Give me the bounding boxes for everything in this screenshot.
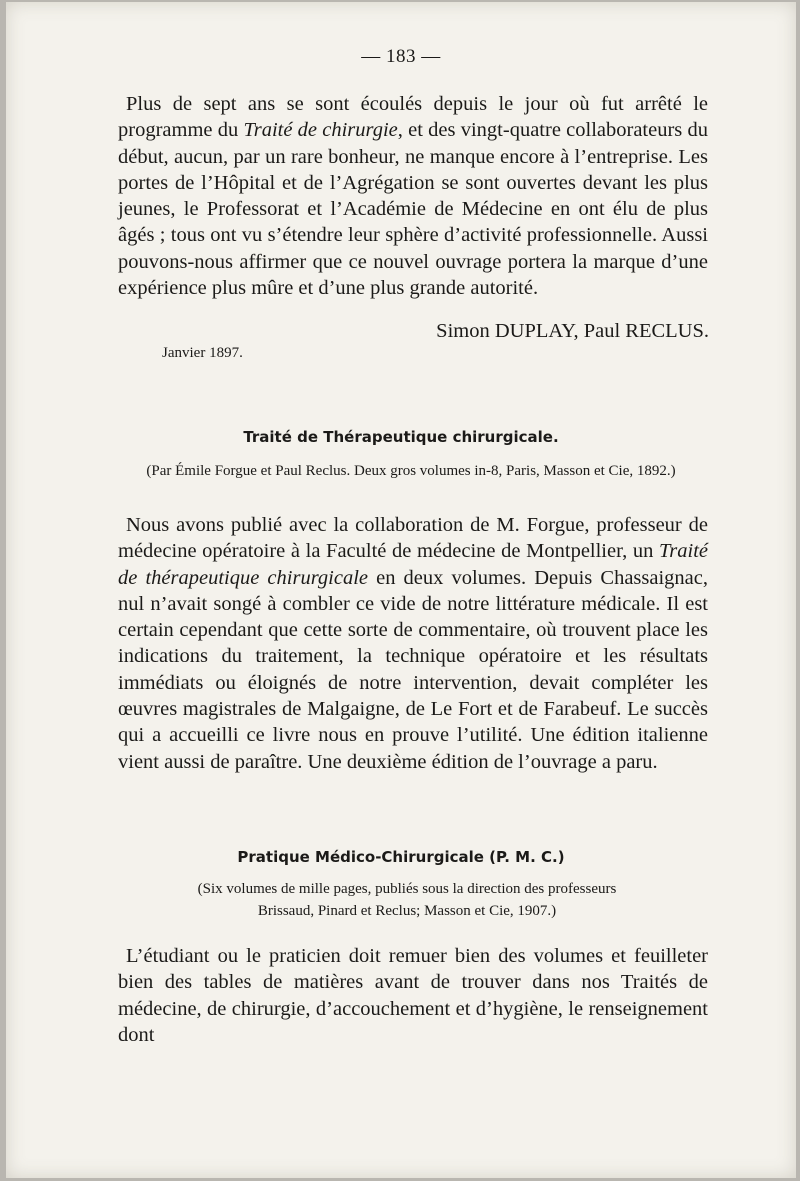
intro-text-before: Plus de sept ans se sont écoulés depuis le jour où fut arrêté le programme du: [118, 93, 708, 142]
section2-note-line1: (Six volumes de mille pages, publiés sous la direction des professeurs: [197, 881, 617, 897]
page-number: — 183 —: [361, 46, 441, 67]
section1-text-after: en deux volumes. Depuis Chassaignac, nul n’avait songé à combler ce vide de notre littérature médicale. Il est certain cependant que cette sorte de commentaire, où trouvent place les indications du traitement, la technique opératoire et les résultats immédiats ou éloignés de notre intervention, devait compléter les œuvres magistrales de Malgaigne, de Le Fort et de Farabeuf. Le succès qui a accueilli ce livre nous en prouve l’utilité. Une édition italienne vient aussi de paraître. Une deuxième édition de l’ouvrage a paru.: [118, 566, 708, 773]
section1-note: (Par Émile Forgue et Paul Reclus. Deux gros volumes in-8, Paris, Masson et Cie, 1892.): [146, 463, 676, 479]
section1-text-before: Nous avons publié avec la collaboration de M. Forgue, professeur de médecine opératoire à la Faculté de médecine de Montpellier, un: [118, 514, 708, 563]
intro-text-after: , et des vingt-quatre collaborateurs du début, aucun, par un rare bonheur, ne manque encore à l’entreprise. Les portes de l’Hôpital et de l’Agrégation se sont ouvertes devant les plus jeunes, le Professorat et l’Académie de Médecine en ont élu de plus âgés ; tous ont vu s’étendre leur sphère d’activité professionnelle. Aussi pouvons-nous affirmer que ce nouvel ouvrage portera la marque d’une expérience plus mûre et d’une plus grande autorité.: [118, 119, 708, 300]
signature: Simon DUPLAY, Paul RECLUS.: [436, 320, 709, 342]
intro-paragraph: [118, 91, 708, 301]
book-page: [6, 2, 796, 1178]
section2-note: [12, 878, 800, 922]
section1-title-italic: Traité de thérapeutique chirurgicale: [118, 540, 708, 589]
section1-paragraph: [118, 512, 708, 775]
section2-text: L’étudiant ou le praticien doit remuer bien des volumes et feuilleter bien des tables de matières avant de trouver dans nos Traités de médecine, de chirurgie, d’accouchement et d’hygiène, le renseignement dont: [118, 945, 708, 1046]
section2-note-line2: Brissaud, Pinard et Reclus; Masson et Cie, 1907.): [257, 903, 557, 919]
date: Janvier 1897.: [162, 345, 243, 361]
section1-heading: Traité de Thérapeutique chirurgicale.: [243, 428, 559, 446]
section2-heading: Pratique Médico-Chirurgicale (P. M. C.): [237, 848, 565, 866]
intro-title-italic: Traité de chirurgie: [243, 119, 398, 142]
section2-paragraph: [118, 943, 708, 1048]
